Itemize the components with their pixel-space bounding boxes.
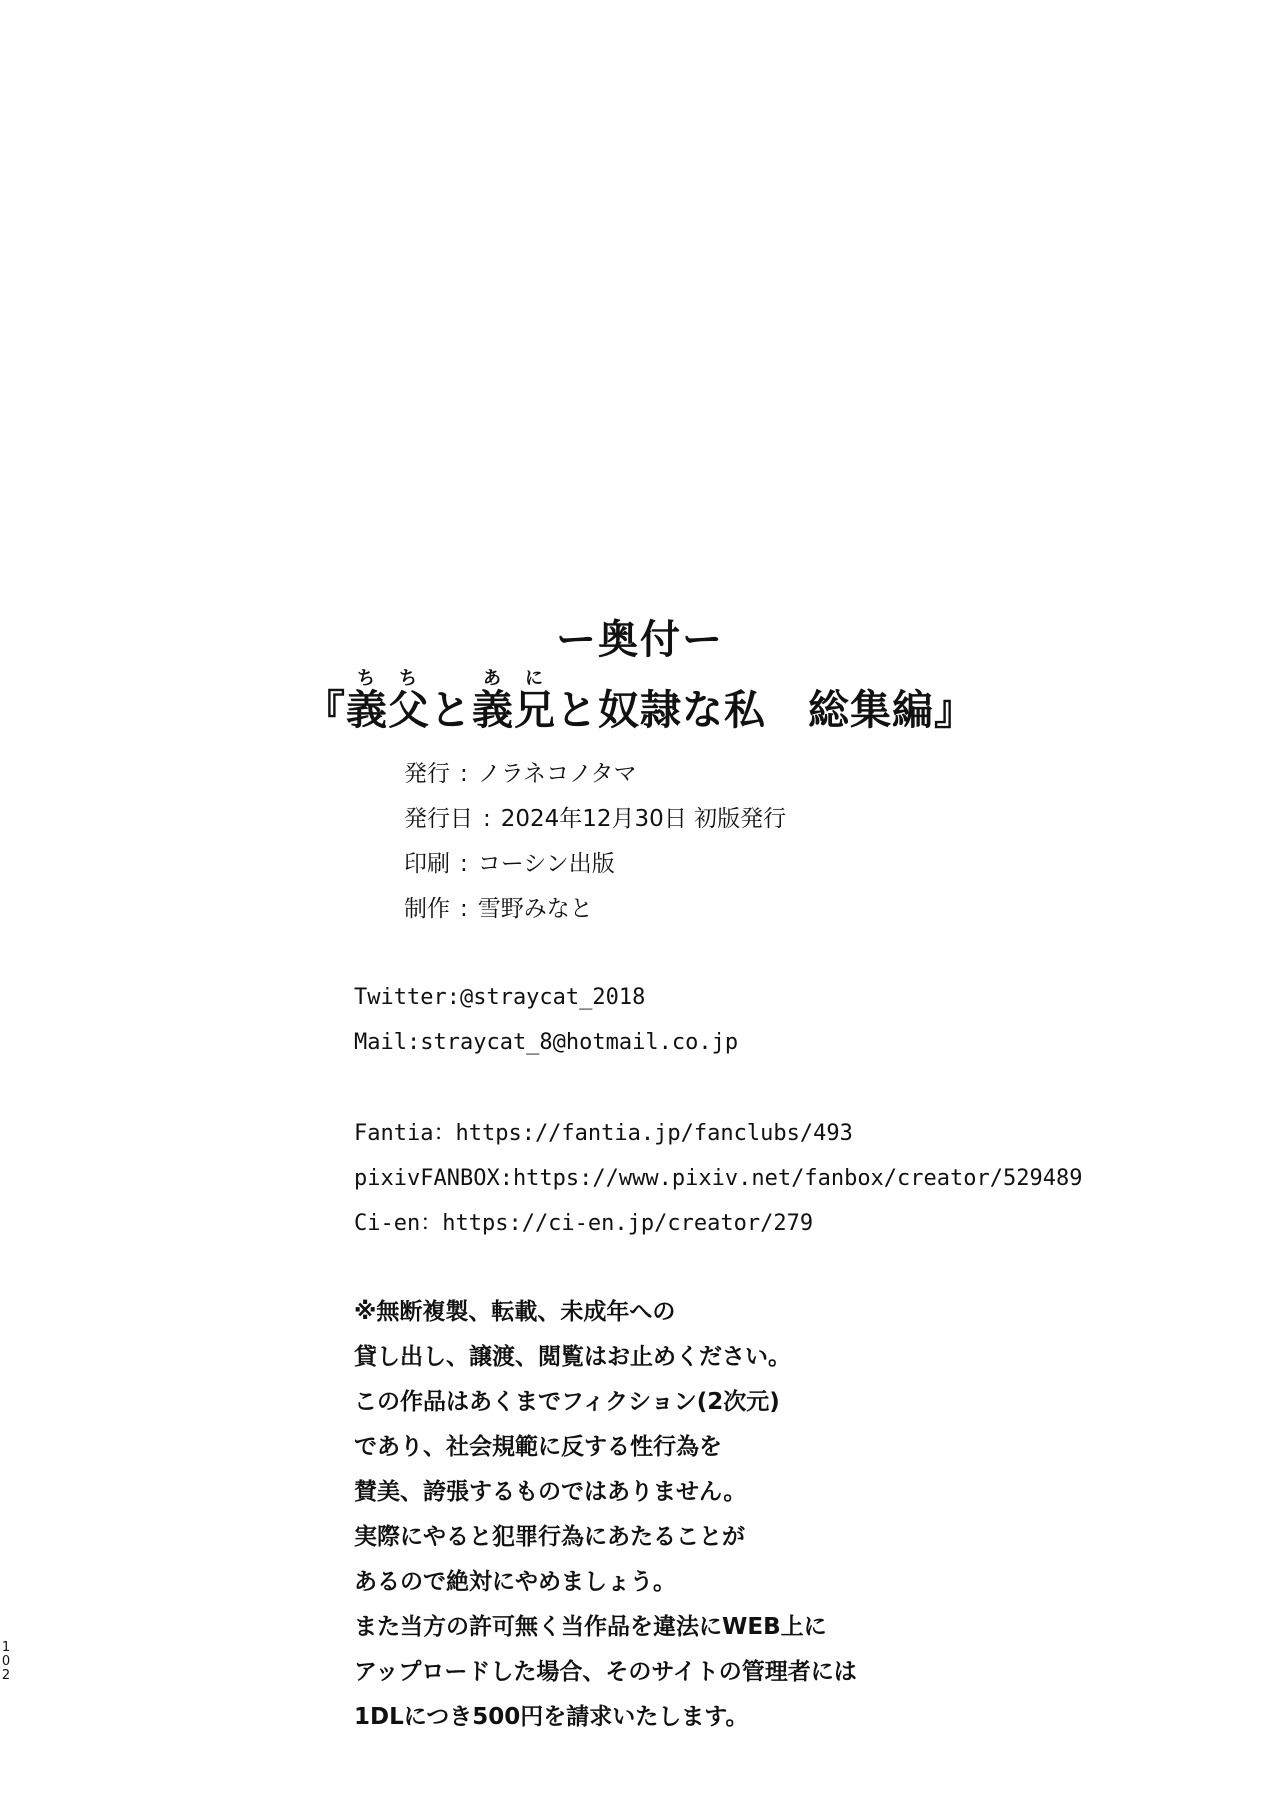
info-separator: : xyxy=(483,806,491,832)
page-number-digit: 2 xyxy=(1,1668,11,1683)
link-pixiv-fanbox: pixivFANBOX:https://www.pixiv.net/fanbox/creator/529489 xyxy=(354,1166,1083,1191)
notice-line: あるので絶対にやめましょう。 xyxy=(354,1569,676,1595)
support-links xyxy=(354,1111,1082,1246)
link-fantia: Fantia：https://fantia.jp/fanclubs/493 xyxy=(354,1121,853,1146)
info-row-printer xyxy=(404,842,786,887)
info-label: 印刷 xyxy=(404,851,450,877)
notice-line: 実際にやると犯罪行為にあたることが xyxy=(354,1524,745,1550)
info-label: 発行日 xyxy=(404,806,473,832)
info-separator: : xyxy=(460,896,468,922)
title-joiner: と xyxy=(430,686,472,734)
info-label: 制作 xyxy=(404,896,450,922)
page-number-digit: 0 xyxy=(1,1654,11,1669)
notice-line: 賛美、誇張するものではありません。 xyxy=(354,1479,747,1505)
info-value: 雪野みなと xyxy=(477,896,593,922)
notice-line: この作品はあくまでフィクション(2次元) xyxy=(354,1389,780,1415)
link-ci-en: Ci-en：https://ci-en.jp/creator/279 xyxy=(354,1211,814,1236)
notice-line: 1DLにつき500円を請求いたします。 xyxy=(354,1704,749,1730)
info-value: 2024年12月30日 初版発行 xyxy=(500,806,787,832)
info-separator: : xyxy=(460,851,468,877)
colophon-heading: ー奥付ー xyxy=(556,617,724,663)
publication-info xyxy=(404,752,786,932)
contact-mail: Mail:straycat_8@hotmail.co.jp xyxy=(354,1030,739,1055)
notice-line: ※無断複製、転載、未成年への xyxy=(354,1299,676,1325)
title-word-gikei-base: 義兄 xyxy=(472,686,556,734)
title-close-bracket: 』 xyxy=(934,686,976,734)
info-row-publisher xyxy=(404,752,786,797)
page-number xyxy=(0,1641,12,1683)
book-title-wrap xyxy=(0,668,1280,736)
notice-line: であり、社会規範に反する性行為を xyxy=(354,1434,722,1460)
contact-twitter: Twitter:@straycat_2018 xyxy=(354,985,646,1010)
book-title xyxy=(304,668,976,736)
notice-line: また当方の許可無く当作品を違法にWEB上に xyxy=(354,1614,827,1640)
notice-line: アップロードした場合、そのサイトの管理者には xyxy=(354,1659,857,1685)
title-open-bracket: 『 xyxy=(304,686,346,734)
title-word-gifu-base: 義父 xyxy=(346,686,430,734)
title-rest: と奴隷な私 総集編 xyxy=(556,686,934,734)
title-word-gikei-ruby: あに xyxy=(472,668,556,689)
info-value: ノラネコノタマ xyxy=(477,761,637,787)
notice-line: 貸し出し、譲渡、閲覧はお止めください。 xyxy=(354,1344,791,1370)
title-word-gifu-ruby: ちち xyxy=(346,668,430,689)
contact-list xyxy=(354,975,738,1065)
info-value: コーシン出版 xyxy=(477,851,615,877)
info-row-author xyxy=(404,887,786,932)
page-number-digit: 1 xyxy=(1,1640,11,1655)
info-row-date xyxy=(404,797,786,842)
info-separator: : xyxy=(460,761,468,787)
title-word-gifu xyxy=(346,668,430,734)
legal-notice xyxy=(354,1290,857,1740)
info-label: 発行 xyxy=(404,761,450,787)
title-word-gikei xyxy=(472,668,556,734)
